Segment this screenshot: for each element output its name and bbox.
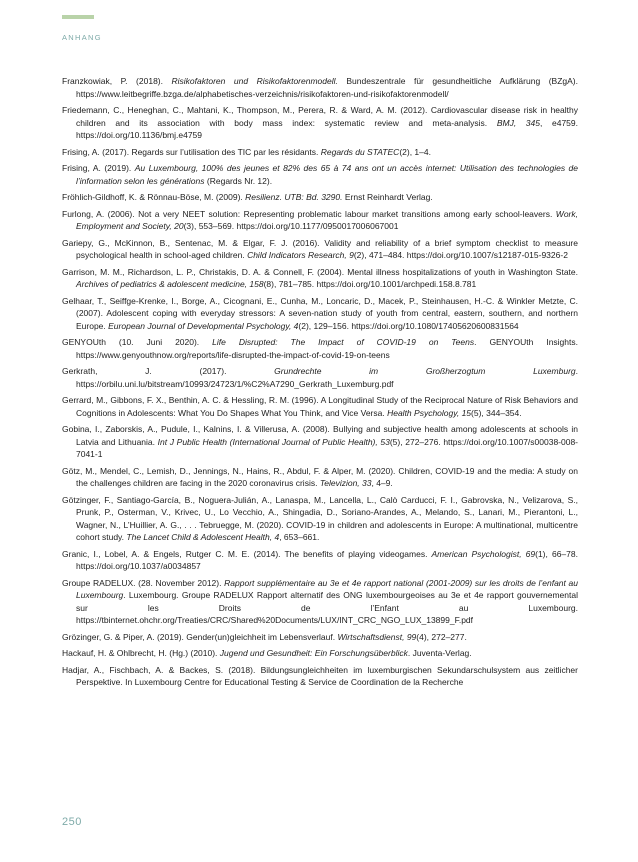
reference-italic: Wirtschaftsdienst, 99 (337, 631, 417, 642)
reference-text: Frising, A. (2019). (62, 163, 135, 173)
reference-italic: Rapport supplémentaire au 3e et 4e rapport national (2001-2009) sur les droits de l’enfant au Luxembourg (76, 577, 578, 600)
reference-text: Groupe RADELUX. (28. November 2012). (62, 577, 225, 588)
reference-text: Ernst Reinhardt Verlag. (342, 192, 433, 202)
reference-text: Gerkrath, J. (2017). (62, 366, 275, 376)
reference-italic: Child Indicators Research, 9 (247, 250, 354, 260)
reference-entry (62, 162, 578, 187)
reference-italic: European Journal of Developmental Psychology, 4 (108, 320, 299, 331)
reference-text: (2), 1–4. (399, 146, 431, 157)
reference-entry (62, 647, 578, 660)
reference-entry (62, 548, 578, 573)
reference-italic: Health Psychology, 15 (387, 407, 472, 418)
reference-entry (62, 664, 578, 689)
reference-entry (62, 75, 578, 100)
reference-italic: Jugend und Gesundheit: Ein Forschungsüberblick (219, 648, 408, 658)
reference-entry (62, 365, 578, 390)
reference-text: Gerrard, M., Gibbons, F. X., Benthin, A. C. & Hessling, R. M. (1996). A Longitudinal Study of the Reciprocal Nature of Risk Behaviors and Cognitions in Adolescents: What You Do Shapes What You Think, and Vice Versa. (62, 395, 578, 418)
reference-text: . Juventa-Verlag. (407, 648, 472, 658)
reference-text: Granic, I., Lobel, A. & Engels, Rutger C. M. E. (2014). The benefits of playing videogames. (62, 548, 432, 559)
reference-text: Götzinger, F., Santiago-García, B., Noguera-Julián, A., Lanaspa, M., Lancella, L., Calò Carducci, F. I., Gabrovska, N., Velizarova, S., Prunk, P., Osterman, V., Krivec, U., Lo Vecchio, A., Shingadia, D., Soriano-Arandes, A., Melando, S., Lanari, M., Pierantoni, L., Wagner, N., L’Huillier, A. G., . . . Tebruegge, M. (2020). COVID-19 in children and adolescents in Europe: A multinational, multicentre cohort study. (62, 494, 578, 542)
reference-entry (62, 631, 578, 644)
reference-text: Friedemann, C., Heneghan, C., Mahtani, K., Thompson, M., Perera, R. & Ward, A. M. (2012). Cardiovascular disease risk in healthy children and its association with body mass index: systematic review and meta-analysis. (62, 105, 578, 128)
reference-text: Hackauf, H. & Ohlbrecht, H. (Hg.) (2010). (62, 648, 220, 658)
reference-text: Götz, M., Mendel, C., Lemish, D., Jennings, N., Hains, R., Abdul, F. & Alper, M. (2020). Children, COVID-19 and the media: A study on the challenges children are facing in the 2020 coronavirus crisis. (62, 465, 578, 488)
reference-text: Fröhlich-Gildhoff, K. & Rönnau-Böse, M. (2009). (62, 192, 246, 202)
reference-text: (8), 781–785. https://doi.org/10.1001/archpedi.158.8.781 (263, 279, 477, 289)
reference-entry (62, 577, 578, 627)
reference-text: Frising, A. (2017). Regards sur l’utilisation des TIC par les résidants. (62, 146, 321, 157)
reference-entry (62, 208, 578, 233)
reference-entry (62, 423, 578, 461)
reference-text: Gelhaar, T., Seiffge-Krenke, I., Borge, A., Cicognani, E., Cunha, M., Loncaric, D., Macek, P., Steinhausen, H.-C. & Winkler Metzte, C. (2007). Adolescent coping with everyday stressors: A seven-nation study of youth from central, eastern, southern, and northern Europe. (62, 295, 578, 331)
reference-text: (Regards Nr. 12). (204, 175, 273, 186)
reference-italic: Grundrechte im Großherzogtum Luxemburg (274, 366, 576, 376)
reference-entry (62, 336, 578, 361)
reference-italic: Au Luxembourg, 100% des jeunes et 82% des 65 à 74 ans ont un accès internet: Utilisation des technologies de l’information selon les générations (76, 163, 578, 186)
reference-text: Hadjar, A., Fischbach, A. & Backes, S. (2018). Bildungsungleichheiten im luxemburgischen Sekundarschulsystem aus zeitlicher Perspektive. In Luxembourg Centre for Educational Testing & Service de Coordination de la Recherche (62, 664, 578, 687)
reference-text: (2), 129–156. https://doi.org/10.1080/17405620600831564 (298, 320, 519, 331)
reference-entry (62, 104, 578, 142)
reference-entry (62, 295, 578, 333)
reference-entry (62, 146, 578, 159)
reference-entry (62, 465, 578, 490)
reference-text: Grözinger, G. & Piper, A. (2019). Gender(un)gleichheit im Lebensverlauf. (62, 631, 338, 642)
reference-text: Garrison, M. M., Richardson, L. P., Christakis, D. A. & Connell, F. (2004). Mental illness hospitalizations of youth in Washington State. (62, 266, 578, 277)
reference-text: (3), 553–569. https://doi.org/10.1177/0950017006067001 (183, 221, 399, 231)
reference-text: Bundeszentrale für gesundheitliche Aufklärung (BZgA). https://www.leitbegriffe.bzga.de/alphabetisches-verzeichnis/risikofaktoren-und-risikofaktorenmodell/ (76, 76, 578, 99)
reference-entry (62, 266, 578, 291)
header-accent-bar (62, 15, 94, 19)
reference-text: . https://orbilu.uni.lu/bitstream/10993/24723/1/%C2%A7290_Gerkrath_Luxemburg.pdf (76, 366, 578, 389)
reference-italic: The Lancet Child & Adolescent Health, 4 (126, 532, 280, 542)
reference-text: , 4–9. (371, 478, 393, 488)
reference-italic: Work, Employment and Society, 20 (76, 208, 578, 231)
reference-entry (62, 494, 578, 544)
reference-entry (62, 394, 578, 419)
reference-text: GENYOUth (10. Juni 2020). (62, 337, 213, 347)
reference-italic: Televizion, 33 (319, 478, 372, 488)
reference-text: (4), 272–277. (416, 631, 467, 642)
reference-text: Gariepy, G., McKinnon, B., Sentenac, M. & Elgar, F. J. (2016). Validity and reliability of a brief symptom checklist to measure psychological health in school-aged children. (62, 237, 578, 260)
reference-text: , e4759. https://doi.org/10.1136/bmj.e4759 (76, 117, 578, 140)
reference-italic: Regards du STATEC (320, 146, 400, 157)
reference-italic: American Psychologist, 69 (431, 548, 536, 559)
page-number: 250 (62, 816, 82, 828)
reference-entry (62, 237, 578, 262)
reference-text: Furlong, A. (2006). Not a very NEET solution: Representing problematic labour market transitions among early school-leavers. (62, 208, 556, 219)
reference-text: . GENYOUth Insights. https://www.genyouthnow.org/reports/life-disrupted-the-impact-of-covid-19-on-teens (76, 337, 578, 360)
reference-text: (5), 344–354. (471, 407, 522, 418)
reference-italic: BMJ, 345 (496, 117, 540, 128)
reference-italic: Risikofaktoren und Risikofaktorenmodell. (171, 76, 338, 86)
reference-text: . Luxembourg. Groupe RADELUX Rapport alternatif des ONG luxembourgeoises au 3e et 4e rapport gouvernemental sur les Droits de l’Enfant au Luxembourg. https://tbinternet.ohchr.org/Treaties/CRC/Shared%20Documents/LUX/INT_CRC_NGO_LUX_13899_F.pdf (76, 590, 578, 625)
reference-text: (5), 272–276. https://doi.org/10.1007/s00038-008-7041-1 (76, 436, 579, 459)
reference-text: Franzkowiak, P. (2018). (62, 76, 172, 86)
reference-list (62, 75, 578, 693)
reference-text: , 653–661. (279, 532, 320, 542)
reference-text: Gobina, I., Zaborskis, A., Pudule, I., Kalnins, I. & Villerusa, A. (2008). Bullying and subjective health among adolescents at schools in Latvia and Lithuania. (62, 424, 578, 447)
reference-text: (2), 471–484. https://doi.org/10.1007/s12187-015-9326-2 (353, 250, 568, 260)
reference-text: (1), 66–78. https://doi.org/10.1037/a0034857 (76, 548, 578, 571)
section-label: ANHANG (62, 33, 102, 42)
reference-entry (62, 191, 578, 204)
reference-italic: Int J Public Health (International Journal of Public Health), 53 (157, 436, 390, 447)
reference-italic: Life Disrupted: The Impact of COVID-19 on Teens (212, 337, 475, 347)
reference-italic: Archives of pediatrics & adolescent medicine, 158 (76, 279, 264, 289)
reference-italic: Resilienz. UTB: Bd. 3290. (245, 192, 343, 202)
